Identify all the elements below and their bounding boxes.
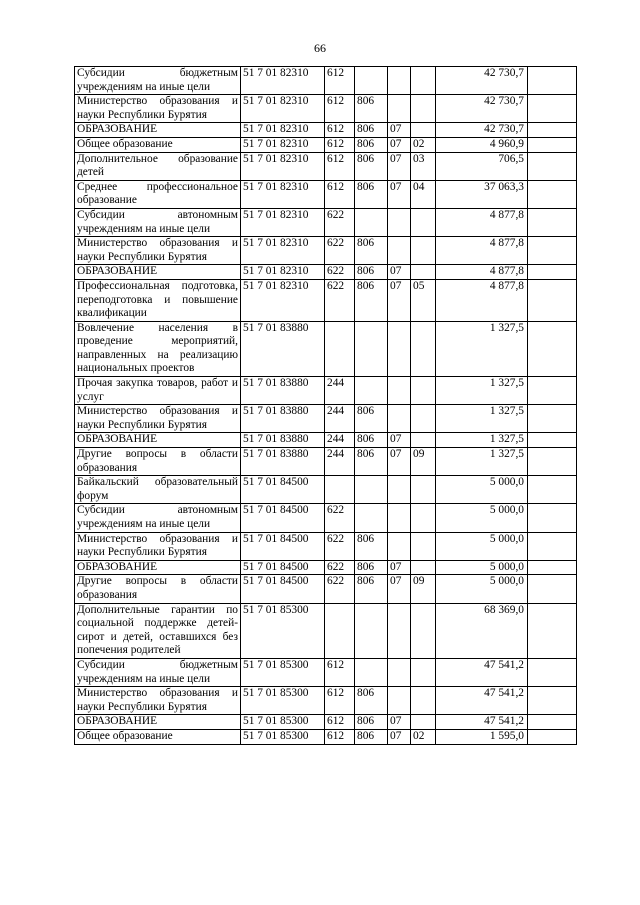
target-code-cell: 51 7 01 85300 [241, 687, 325, 715]
target-code-cell: 51 7 01 85300 [241, 715, 325, 730]
expense-type-cell: 622 [325, 279, 355, 321]
target-code-cell: 51 7 01 82310 [241, 67, 325, 95]
amount-cell: 1 327,5 [436, 377, 528, 405]
ministry-code-cell [355, 377, 388, 405]
amount-cell: 5 000,0 [436, 504, 528, 532]
subsection-cell [411, 237, 436, 265]
item-name-cell: Субсидии бюджетным учреждениям на иные цели [75, 67, 241, 95]
ministry-code-cell: 806 [355, 687, 388, 715]
empty-cell [528, 504, 577, 532]
table-row [75, 208, 577, 236]
target-code-cell: 51 7 01 83880 [241, 433, 325, 448]
expense-type-cell: 612 [325, 95, 355, 123]
subsection-cell [411, 405, 436, 433]
empty-cell [528, 715, 577, 730]
table-row [75, 532, 577, 560]
section-cell [388, 377, 411, 405]
subsection-cell [411, 532, 436, 560]
empty-cell [528, 405, 577, 433]
empty-cell [528, 433, 577, 448]
target-code-cell: 51 7 01 85300 [241, 729, 325, 744]
item-name-cell: Среднее профессиональное образование [75, 180, 241, 208]
ministry-code-cell: 806 [355, 237, 388, 265]
amount-cell: 42 730,7 [436, 95, 528, 123]
subsection-cell: 04 [411, 180, 436, 208]
empty-cell [528, 67, 577, 95]
expense-type-cell: 612 [325, 687, 355, 715]
target-code-cell: 51 7 01 83880 [241, 321, 325, 376]
subsection-cell: 05 [411, 279, 436, 321]
target-code-cell: 51 7 01 84500 [241, 532, 325, 560]
expense-type-cell: 612 [325, 658, 355, 686]
amount-cell: 1 327,5 [436, 433, 528, 448]
expense-type-cell: 612 [325, 152, 355, 180]
target-code-cell: 51 7 01 85300 [241, 658, 325, 686]
target-code-cell: 51 7 01 82310 [241, 152, 325, 180]
expense-type-cell: 244 [325, 377, 355, 405]
ministry-code-cell [355, 208, 388, 236]
expense-type-cell: 622 [325, 532, 355, 560]
ministry-code-cell [355, 321, 388, 376]
expense-type-cell [325, 321, 355, 376]
empty-cell [528, 560, 577, 575]
target-code-cell: 51 7 01 82310 [241, 180, 325, 208]
ministry-code-cell: 806 [355, 448, 388, 476]
budget-table-body [75, 67, 577, 745]
ministry-code-cell: 806 [355, 532, 388, 560]
item-name-cell: Министерство образования и науки Республики Бурятия [75, 687, 241, 715]
budget-table [74, 66, 577, 745]
item-name-cell: Министерство образования и науки Республики Бурятия [75, 405, 241, 433]
table-row [75, 433, 577, 448]
amount-cell: 1 327,5 [436, 321, 528, 376]
target-code-cell: 51 7 01 82310 [241, 265, 325, 280]
empty-cell [528, 729, 577, 744]
section-cell: 07 [388, 180, 411, 208]
ministry-code-cell: 806 [355, 405, 388, 433]
ministry-code-cell: 806 [355, 265, 388, 280]
expense-type-cell: 612 [325, 137, 355, 152]
subsection-cell [411, 321, 436, 376]
target-code-cell: 51 7 01 82310 [241, 237, 325, 265]
table-row [75, 265, 577, 280]
table-row [75, 405, 577, 433]
expense-type-cell: 612 [325, 715, 355, 730]
subsection-cell: 09 [411, 448, 436, 476]
expense-type-cell: 244 [325, 433, 355, 448]
section-cell [388, 67, 411, 95]
expense-type-cell: 612 [325, 67, 355, 95]
item-name-cell: ОБРАЗОВАНИЕ [75, 715, 241, 730]
table-row [75, 321, 577, 376]
ministry-code-cell [355, 476, 388, 504]
expense-type-cell [325, 476, 355, 504]
item-name-cell: ОБРАЗОВАНИЕ [75, 123, 241, 138]
target-code-cell: 51 7 01 82310 [241, 208, 325, 236]
ministry-code-cell [355, 67, 388, 95]
amount-cell: 5 000,0 [436, 560, 528, 575]
item-name-cell: ОБРАЗОВАНИЕ [75, 560, 241, 575]
section-cell [388, 237, 411, 265]
expense-type-cell: 622 [325, 575, 355, 603]
ministry-code-cell: 806 [355, 180, 388, 208]
ministry-code-cell: 806 [355, 137, 388, 152]
empty-cell [528, 532, 577, 560]
item-name-cell: Прочая закупка товаров, работ и услуг [75, 377, 241, 405]
item-name-cell: Общее образование [75, 137, 241, 152]
item-name-cell: Общее образование [75, 729, 241, 744]
item-name-cell: Министерство образования и науки Республики Бурятия [75, 532, 241, 560]
table-row [75, 137, 577, 152]
target-code-cell: 51 7 01 84500 [241, 560, 325, 575]
expense-type-cell: 244 [325, 448, 355, 476]
amount-cell: 1 327,5 [436, 448, 528, 476]
table-row [75, 476, 577, 504]
section-cell [388, 208, 411, 236]
section-cell [388, 321, 411, 376]
expense-type-cell: 622 [325, 560, 355, 575]
item-name-cell: Субсидии автономным учреждениям на иные цели [75, 208, 241, 236]
subsection-cell [411, 377, 436, 405]
expense-type-cell: 612 [325, 729, 355, 744]
amount-cell: 42 730,7 [436, 123, 528, 138]
section-cell [388, 658, 411, 686]
ministry-code-cell: 806 [355, 575, 388, 603]
amount-cell: 37 063,3 [436, 180, 528, 208]
section-cell [388, 687, 411, 715]
target-code-cell: 51 7 01 83880 [241, 377, 325, 405]
subsection-cell [411, 476, 436, 504]
table-row [75, 658, 577, 686]
subsection-cell [411, 687, 436, 715]
section-cell: 07 [388, 448, 411, 476]
amount-cell: 4 877,8 [436, 237, 528, 265]
subsection-cell [411, 504, 436, 532]
table-row [75, 123, 577, 138]
empty-cell [528, 123, 577, 138]
subsection-cell [411, 265, 436, 280]
item-name-cell: Байкальский образовательный форум [75, 476, 241, 504]
section-cell: 07 [388, 152, 411, 180]
table-row [75, 95, 577, 123]
ministry-code-cell: 806 [355, 279, 388, 321]
section-cell: 07 [388, 265, 411, 280]
section-cell: 07 [388, 433, 411, 448]
amount-cell: 5 000,0 [436, 532, 528, 560]
ministry-code-cell [355, 603, 388, 658]
amount-cell: 4 877,8 [436, 208, 528, 236]
item-name-cell: Вовлечение населения в проведение мероприятий, направленных на реализацию национальных проектов [75, 321, 241, 376]
subsection-cell [411, 433, 436, 448]
table-row [75, 603, 577, 658]
item-name-cell: Дополнительные гарантии по социальной поддержке детей-сирот и детей, оставшихся без попечения родителей [75, 603, 241, 658]
table-row [75, 180, 577, 208]
table-row [75, 729, 577, 744]
section-cell [388, 476, 411, 504]
subsection-cell: 03 [411, 152, 436, 180]
subsection-cell: 02 [411, 137, 436, 152]
target-code-cell: 51 7 01 82310 [241, 95, 325, 123]
amount-cell: 68 369,0 [436, 603, 528, 658]
expense-type-cell: 612 [325, 180, 355, 208]
empty-cell [528, 687, 577, 715]
empty-cell [528, 448, 577, 476]
section-cell: 07 [388, 560, 411, 575]
subsection-cell: 02 [411, 729, 436, 744]
table-row [75, 237, 577, 265]
expense-type-cell: 622 [325, 208, 355, 236]
item-name-cell: Дополнительное образование детей [75, 152, 241, 180]
ministry-code-cell: 806 [355, 560, 388, 575]
table-row [75, 448, 577, 476]
ministry-code-cell: 806 [355, 95, 388, 123]
section-cell [388, 603, 411, 658]
expense-type-cell: 622 [325, 504, 355, 532]
expense-type-cell [325, 603, 355, 658]
target-code-cell: 51 7 01 84500 [241, 504, 325, 532]
target-code-cell: 51 7 01 83880 [241, 405, 325, 433]
amount-cell: 47 541,2 [436, 715, 528, 730]
amount-cell: 4 877,8 [436, 279, 528, 321]
table-row [75, 687, 577, 715]
target-code-cell: 51 7 01 83880 [241, 448, 325, 476]
section-cell [388, 95, 411, 123]
table-row [75, 279, 577, 321]
page-number: 66 [314, 41, 326, 55]
amount-cell: 42 730,7 [436, 67, 528, 95]
table-row [75, 67, 577, 95]
target-code-cell: 51 7 01 85300 [241, 603, 325, 658]
section-cell: 07 [388, 123, 411, 138]
target-code-cell: 51 7 01 82310 [241, 123, 325, 138]
subsection-cell [411, 208, 436, 236]
empty-cell [528, 237, 577, 265]
section-cell: 07 [388, 715, 411, 730]
section-cell: 07 [388, 729, 411, 744]
section-cell [388, 504, 411, 532]
section-cell [388, 532, 411, 560]
section-cell [388, 405, 411, 433]
subsection-cell [411, 123, 436, 138]
subsection-cell [411, 715, 436, 730]
amount-cell: 1 595,0 [436, 729, 528, 744]
empty-cell [528, 279, 577, 321]
item-name-cell: ОБРАЗОВАНИЕ [75, 433, 241, 448]
amount-cell: 5 000,0 [436, 575, 528, 603]
empty-cell [528, 476, 577, 504]
ministry-code-cell: 806 [355, 715, 388, 730]
empty-cell [528, 180, 577, 208]
item-name-cell: ОБРАЗОВАНИЕ [75, 265, 241, 280]
target-code-cell: 51 7 01 84500 [241, 575, 325, 603]
table-row [75, 504, 577, 532]
expense-type-cell: 622 [325, 265, 355, 280]
amount-cell: 1 327,5 [436, 405, 528, 433]
expense-type-cell: 244 [325, 405, 355, 433]
target-code-cell: 51 7 01 82310 [241, 279, 325, 321]
section-cell: 07 [388, 575, 411, 603]
subsection-cell [411, 560, 436, 575]
table-row [75, 377, 577, 405]
item-name-cell: Другие вопросы в области образования [75, 448, 241, 476]
empty-cell [528, 265, 577, 280]
ministry-code-cell [355, 504, 388, 532]
ministry-code-cell: 806 [355, 123, 388, 138]
empty-cell [528, 95, 577, 123]
table-row [75, 575, 577, 603]
empty-cell [528, 658, 577, 686]
expense-type-cell: 612 [325, 123, 355, 138]
section-cell: 07 [388, 137, 411, 152]
empty-cell [528, 208, 577, 236]
subsection-cell [411, 603, 436, 658]
item-name-cell: Субсидии автономным учреждениям на иные цели [75, 504, 241, 532]
ministry-code-cell: 806 [355, 433, 388, 448]
amount-cell: 47 541,2 [436, 687, 528, 715]
ministry-code-cell: 806 [355, 729, 388, 744]
ministry-code-cell [355, 658, 388, 686]
amount-cell: 4 877,8 [436, 265, 528, 280]
subsection-cell [411, 67, 436, 95]
section-cell: 07 [388, 279, 411, 321]
item-name-cell: Профессиональная подготовка, переподготовка и повышение квалификации [75, 279, 241, 321]
amount-cell: 47 541,2 [436, 658, 528, 686]
table-row [75, 715, 577, 730]
target-code-cell: 51 7 01 82310 [241, 137, 325, 152]
item-name-cell: Субсидии бюджетным учреждениям на иные цели [75, 658, 241, 686]
amount-cell: 706,5 [436, 152, 528, 180]
amount-cell: 4 960,9 [436, 137, 528, 152]
empty-cell [528, 377, 577, 405]
amount-cell: 5 000,0 [436, 476, 528, 504]
target-code-cell: 51 7 01 84500 [241, 476, 325, 504]
subsection-cell [411, 658, 436, 686]
empty-cell [528, 575, 577, 603]
expense-type-cell: 622 [325, 237, 355, 265]
empty-cell [528, 603, 577, 658]
subsection-cell [411, 95, 436, 123]
subsection-cell: 09 [411, 575, 436, 603]
item-name-cell: Министерство образования и науки Республики Бурятия [75, 95, 241, 123]
table-row [75, 152, 577, 180]
item-name-cell: Министерство образования и науки Республики Бурятия [75, 237, 241, 265]
table-row [75, 560, 577, 575]
empty-cell [528, 137, 577, 152]
ministry-code-cell: 806 [355, 152, 388, 180]
empty-cell [528, 152, 577, 180]
item-name-cell: Другие вопросы в области образования [75, 575, 241, 603]
empty-cell [528, 321, 577, 376]
